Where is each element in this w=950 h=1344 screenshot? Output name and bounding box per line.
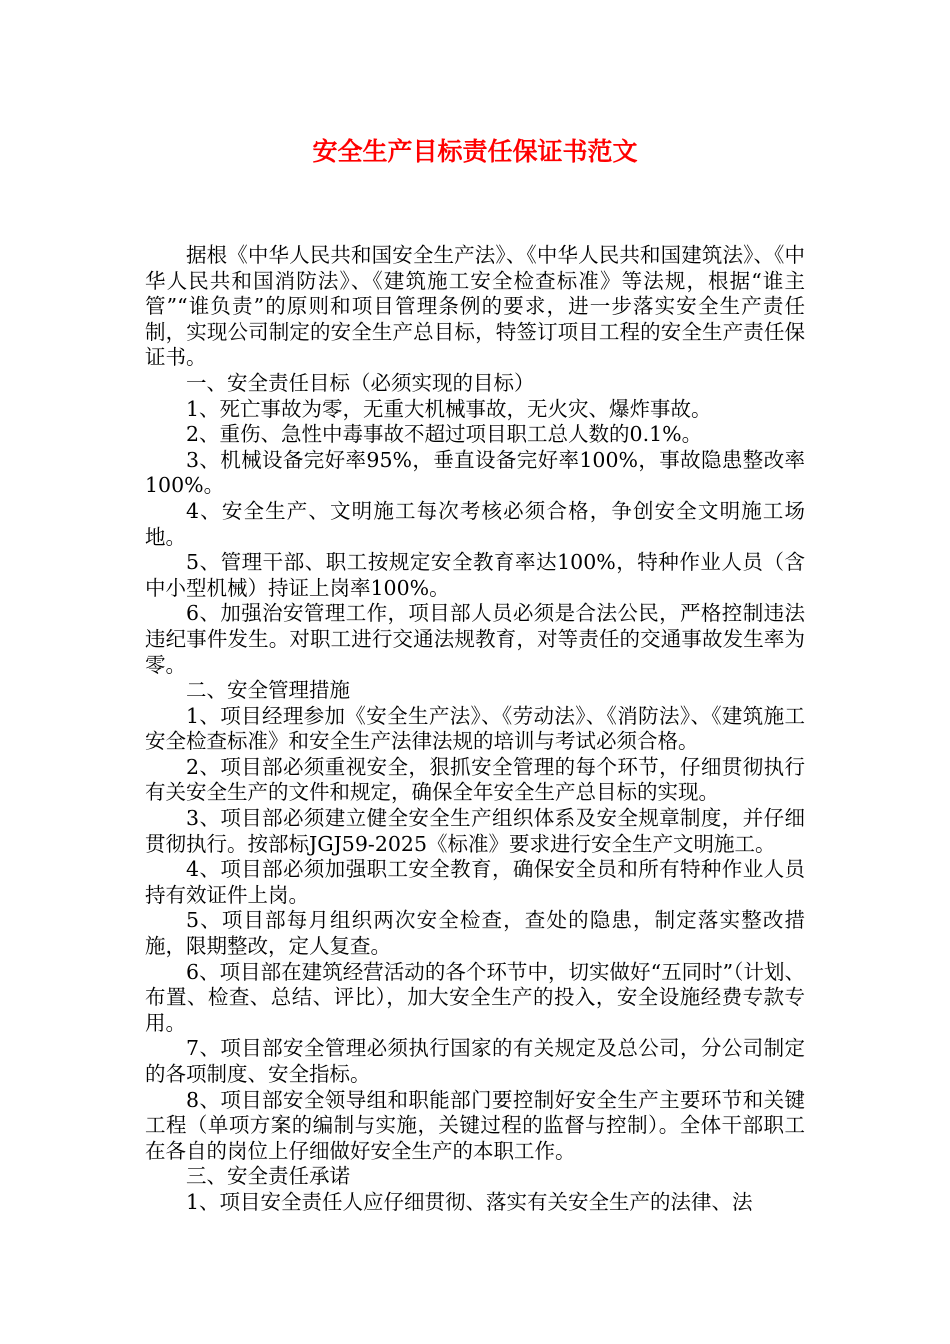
target-item-4: 4、安全生产、文明施工每次考核必须合格，争创安全文明施工场地。 (145, 498, 805, 549)
document-title: 安全生产目标责任保证书范文 (312, 137, 638, 166)
paragraph-preamble: 据根《中华人民共和国安全生产法》、《中华人民共和国建筑法》、《中华人民共和国消防法》、《建筑施工安全检查标准》等法规，根据“谁主管”“谁负责”的原则和项目管理条例的要求，进一步落实安全生产责任制，实现公司制定的安全生产总目标，特签订项目工程的安全生产责任保证书。 (145, 243, 805, 370)
section-heading-targets: 一、安全责任目标（必须实现的目标） (186, 370, 535, 395)
measure-item-5: 5、项目部每月组织两次安全检查，查处的隐患，制定落实整改措施，限期整改，定人复查。 (145, 908, 805, 959)
target-item-1: 1、死亡事故为零，无重大机械事故，无火灾、爆炸事故。 (186, 396, 712, 421)
measure-item-6: 6、项目部在建筑经营活动的各个环节中，切实做好“五同时”（计划、布置、检查、总结、评比），加大安全生产的投入，安全设施经费专款专用。 (145, 959, 805, 1035)
target-item-2: 2、重伤、急性中毒事故不超过项目职工总人数的0.1%。 (186, 422, 703, 447)
target-item-6: 6、加强治安管理工作，项目部人员必须是合法公民，严格控制违法违纪事件发生。对职工进行交通法规教育，对等责任的交通事故发生率为零。 (145, 601, 805, 677)
measure-item-4: 4、项目部必须加强职工安全教育，确保安全员和所有特种作业人员持有效证件上岗。 (145, 857, 805, 907)
target-item-3: 3、机械设备完好率95%，垂直设备完好率100%，事故隐患整改率100%。 (145, 447, 805, 498)
section-heading-commitment: 三、安全责任承诺 (186, 1164, 350, 1189)
commitment-item-1: 1、项目安全责任人应仔细贯彻、落实有关安全生产的法律、法 (186, 1189, 753, 1214)
measure-item-3: 3、项目部必须建立健全安全生产组织体系及安全规章制度，并仔细贯彻执行。按部标JGJ59-2025《标准》要求进行安全生产文明施工。 (145, 806, 805, 856)
target-item-5: 5、管理干部、职工按规定安全教育率达100%，特种作业人员（含中小型机械）持证上岗率100%。 (145, 550, 805, 600)
section-heading-measures: 二、安全管理措施 (186, 678, 350, 703)
document-body (145, 243, 805, 1216)
measure-item-7: 7、项目部安全管理必须执行国家的有关规定及总公司，分公司制定的各项制度、安全指标。 (145, 1036, 805, 1086)
measure-item-1: 1、项目经理参加《安全生产法》、《劳动法》、《消防法》、《建筑施工安全检查标准》和安全生产法律法规的培训与考试必须合格。 (145, 703, 805, 754)
measure-item-2: 2、项目部必须重视安全，狠抓安全管理的每个环节，仔细贯彻执行有关安全生产的文件和规定，确保全年安全生产总目标的实现。 (145, 754, 805, 805)
measure-item-8: 8、项目部安全领导组和职能部门要控制好安全生产主要环节和关键工程（单项方案的编制与实施，关键过程的监督与控制）。全体干部职工在各自的岗位上仔细做好安全生产的本职工作。 (145, 1087, 805, 1163)
